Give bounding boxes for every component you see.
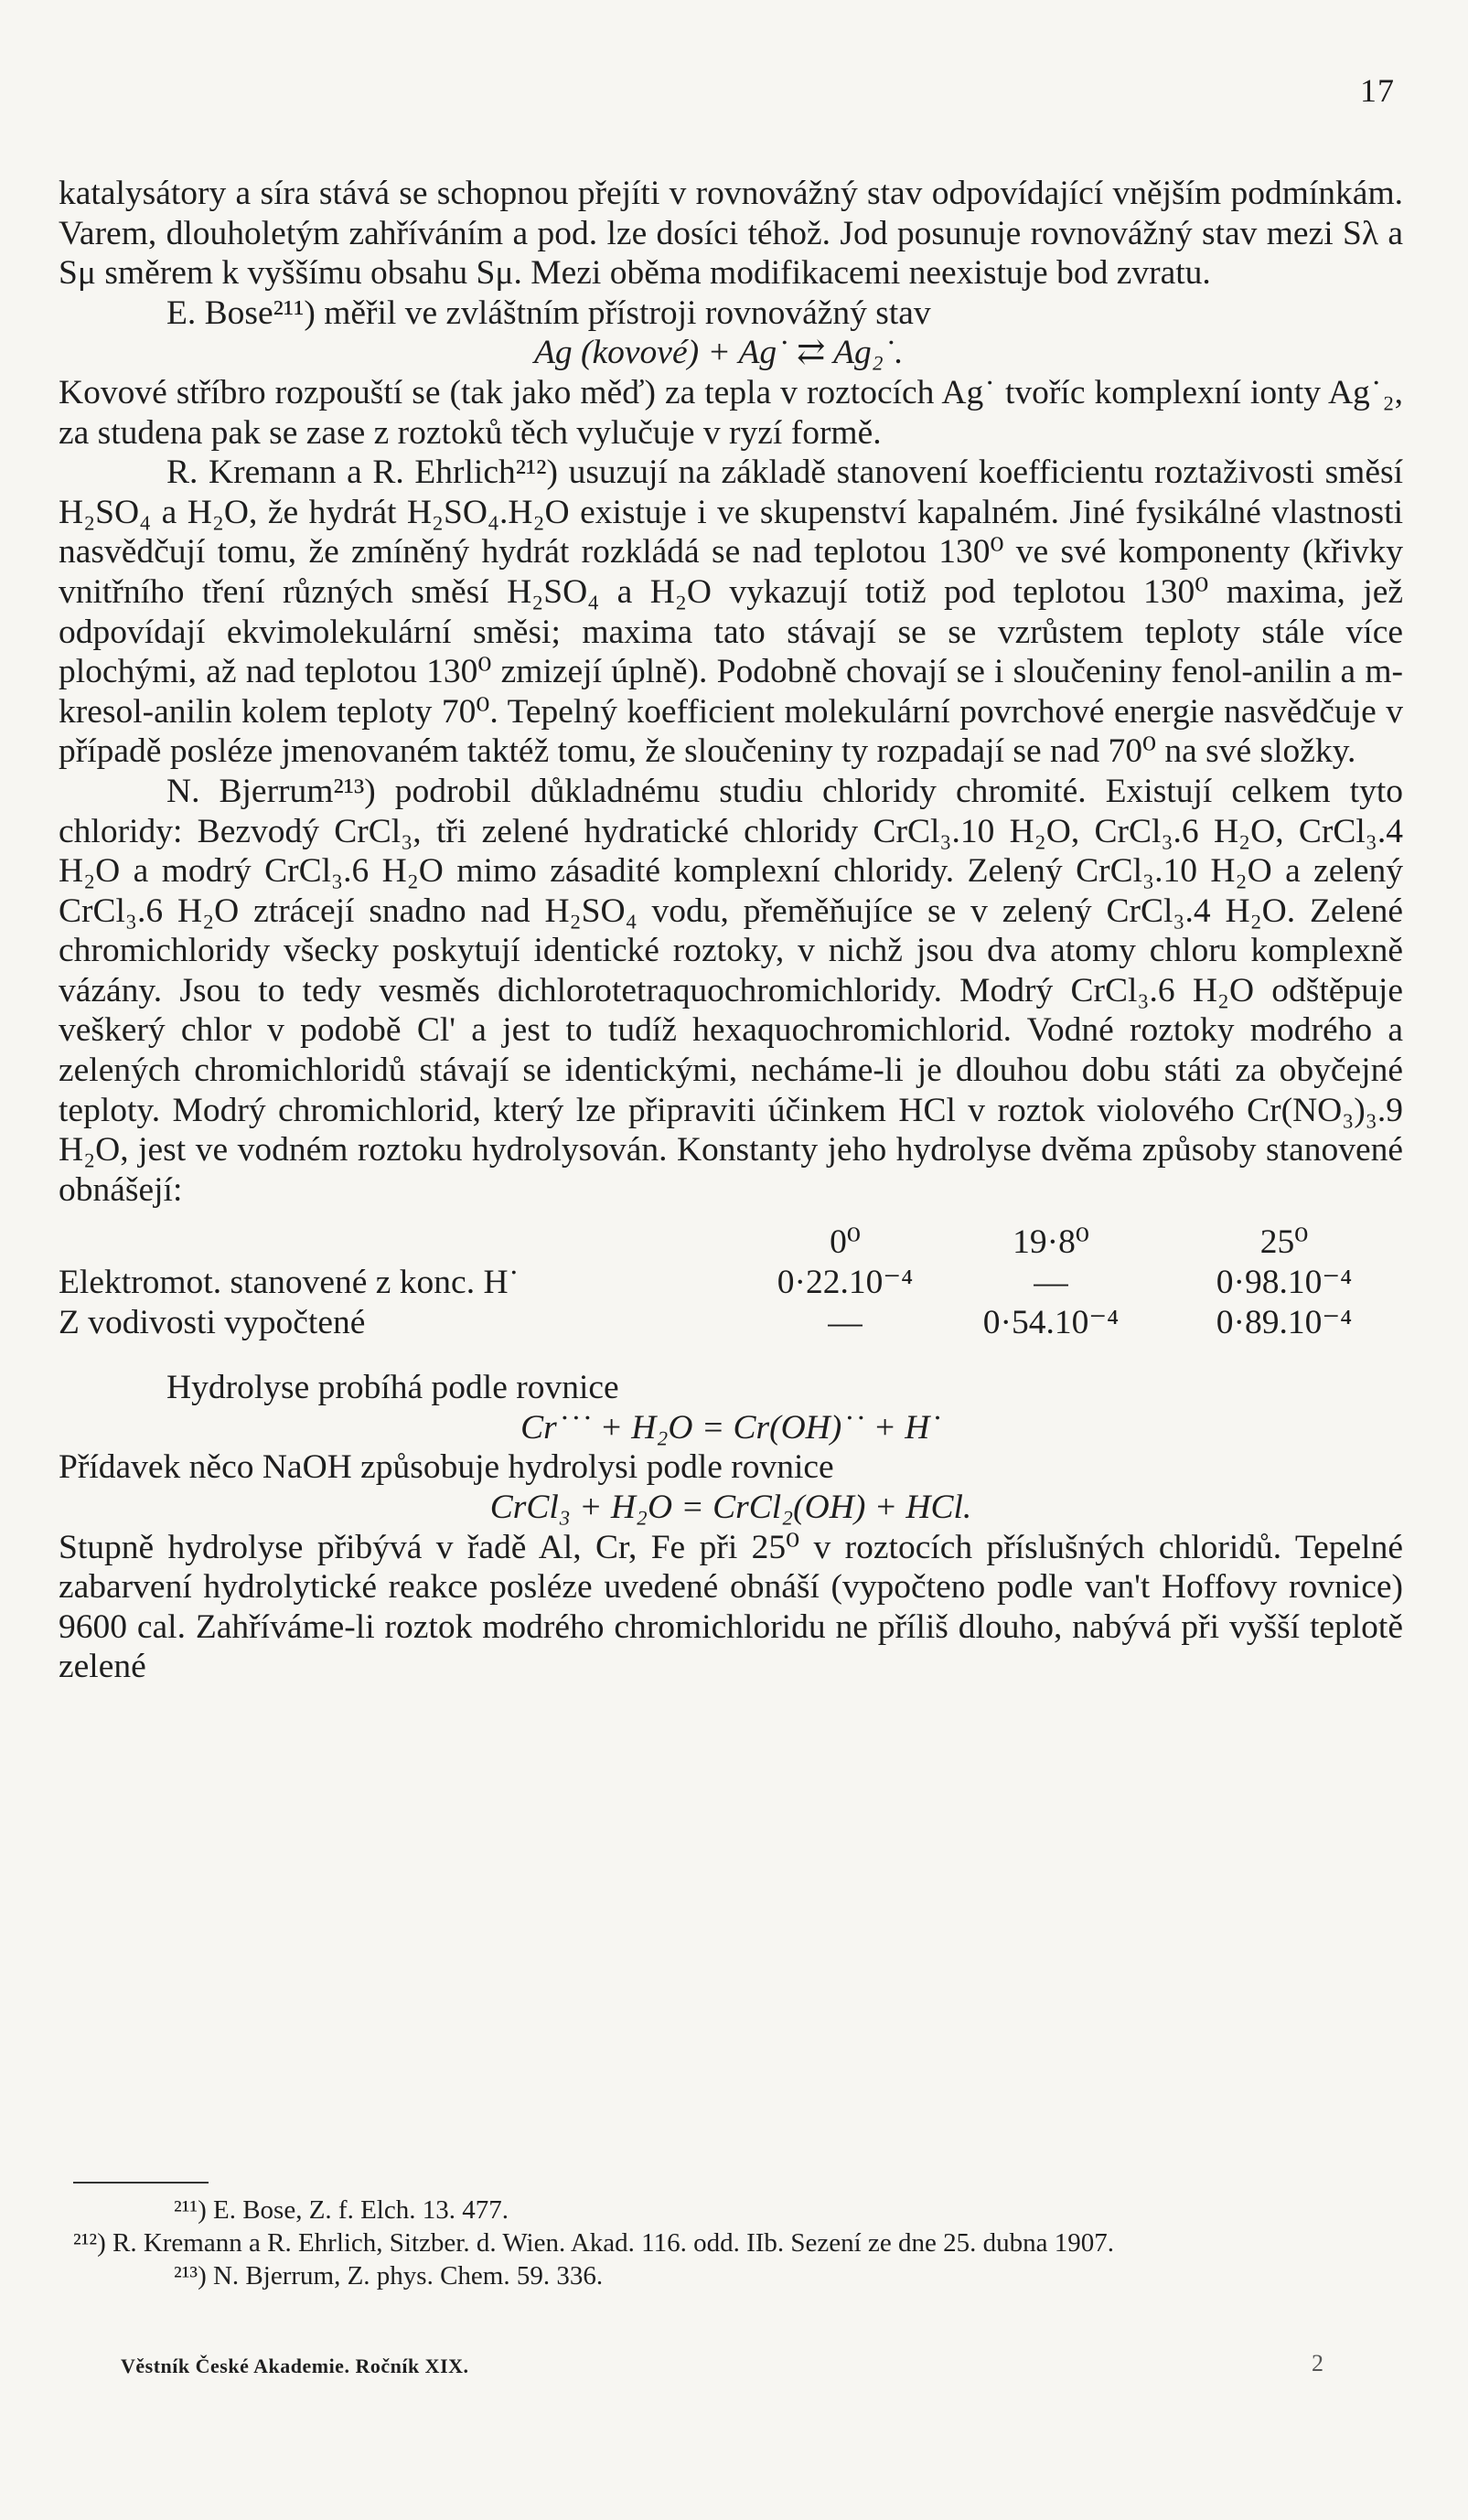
paragraph-1: katalysátory a síra stává se schopnou přejíti v rovnovážný stav odpovídající vnějším podmínkám. Varem, dlouholetým zahříváním a pod. lze dosíci téhož. Jod posunuje rovnovážný stav mezi Sλ a Sμ směrem k vyššímu obsahu Sμ. Mezi oběma modifikacemi neexistuje bod zvratu. — [59, 175, 1403, 293]
page-number: 17 — [1360, 72, 1395, 109]
table-cell: — — [1034, 1264, 1068, 1302]
footnote-divider — [73, 2182, 209, 2184]
table-row — [59, 1263, 1403, 1303]
table-header-cell — [59, 1223, 754, 1263]
table-header-cell: 25⁰ — [1259, 1223, 1309, 1262]
equation-3: CrCl₃ + H₂O = CrCl₂(OH) + HCl. — [489, 1489, 972, 1526]
table-header-row — [59, 1223, 1403, 1263]
table-cell: Elektromot. stanovené z konc. H˙ — [59, 1264, 520, 1302]
paragraph-8: Stupně hydrolyse přibývá v řadě Al, Cr, Fe při 25⁰ v roztocích příslušných chloridů. Tepelné zabarvení hydrolytické reakce posléze uvedené obnáší (vypočteno podle van't Hoffovy rovnice) 9600 cal. Zahříváme-li roztok modrého chromichloridu ne příliš dlouho, nabývá při vyšší teplotě zelené — [59, 1528, 1403, 1686]
footnote-212: ²¹²) R. Kremann a R. Ehrlich, Sitzber. d. Wien. Akad. 116. odd. IIb. Sezení ze dne 25. dubna 1907. — [73, 2228, 1114, 2258]
paragraph-7: Přídavek něco NaOH způsobuje hydrolysi podle rovnice — [59, 1448, 834, 1487]
table-header-cell: 0⁰ — [830, 1223, 861, 1262]
table-cell: 0·22.10⁻⁴ — [777, 1264, 914, 1302]
body-text — [59, 174, 1403, 1687]
table-cell: 0·89.10⁻⁴ — [1216, 1303, 1353, 1341]
hydrolysis-constants-table — [59, 1223, 1403, 1342]
footnotes — [73, 2194, 1409, 2293]
paragraph-3: Kovové stříbro rozpouští se (tak jako měď) za tepla v roztocích Ag˙ tvoříc komplexní ionty Ag˙₂, za studena pak se zase z roztoků těch vylučuje v ryzí formě. — [59, 373, 1403, 452]
equation-1: Ag (kovové) + Ag˙ ⇄ Ag₂˙. — [534, 334, 904, 372]
equation-2: Cr˙˙˙ + H₂O = Cr(OH)˙˙ + H˙ — [520, 1408, 941, 1447]
table-cell: 0·98.10⁻⁴ — [1216, 1264, 1353, 1302]
table-cell: — — [828, 1303, 863, 1341]
table-cell: 0·54.10⁻⁴ — [982, 1303, 1120, 1341]
paragraph-5: N. Bjerrum²¹³) podrobil důkladnému studiu chloridy chromité. Existují celkem tyto chloridy: Bezvodý CrCl₃, tři zelené hydratické chloridy CrCl₃.10 H₂O, CrCl₃.6 H₂O, CrCl₃.4 H₂O a modrý CrCl₃.6 H₂O mimo zásadité komplexní chloridy. Zelený CrCl₃.10 H₂O a zelený CrCl₃.6 H₂O ztrácejí snadno nad H₂SO₄ vodu, přeměňujíce se v zelený CrCl₃.4 H₂O. Zelené chromichloridy všecky poskytují identické roztoky, v nichž jsou dva atomy chloru komplexně vázány. Jsou to tedy vesměs dichlorotetraquochromichloridy. Modrý CrCl₃.6 H₂O odštěpuje veškerý chlor v podobě Cl' a jest to tudíž hexaquochromichlorid. Vodné roztoky modrého a zelených chromichloridů stávají se identickými, necháme-li je dlouhou dobu státi za obyčejné teploty. Modrý chromichlorid, který lze připraviti účinkem HCl v roztok violového Cr(NO₃)₃.9 H₂O, jest ve vodném roztoku hydrolysován. Konstanty jeho hydrolyse dvěma způsoby stanovené obnášejí: — [59, 772, 1403, 1209]
paragraph-2: E. Bose²¹¹) měřil ve zvláštním přístroji rovnovážný stav — [166, 294, 931, 332]
table-cell: Z vodivosti vypočtené — [59, 1303, 366, 1341]
footnote-211: ²¹¹) E. Bose, Z. f. Elch. 13. 477. — [174, 2195, 509, 2225]
journal-footer: Věstník České Akademie. Ročník XIX. — [121, 2354, 469, 2377]
footnote-213: ²¹³) N. Bjerrum, Z. phys. Chem. 59. 336. — [174, 2261, 604, 2290]
printer-signature: 2 — [1312, 2350, 1323, 2376]
paragraph-4: R. Kremann a R. Ehrlich²¹²) usuzují na základě stanovení koefficientu roztaživosti směsí H₂SO₄ a H₂O, že hydrát H₂SO₄.H₂O existuje i ve skupenství kapalném. Jiné fysikálné vlastnosti nasvědčují tomu, že zmíněný hydrát rozkládá se nad teplotou 130⁰ ve své komponenty (křivky vnitřního tření různých směsí H₂SO₄ a H₂O vykazují totiž pod teplotou 130⁰ maxima, jež odpovídají ekvimolekulární směsi; maxima tato stávají se se vzrůstem teploty stále více plochými, až nad teplotou 130⁰ zmizejí úplně). Podobně chovají se i sloučeniny fenol-anilin a m-kresol-anilin kolem teploty 70⁰. Tepelný koefficient molekulární povrchové energie nasvědčuje v případě posléze jmenovaném taktéž tomu, že sloučeniny ty rozpadají se nad 70⁰ na své složky. — [59, 454, 1403, 771]
paragraph-6: Hydrolyse probíhá podle rovnice — [166, 1369, 619, 1407]
table-row — [59, 1303, 1403, 1343]
table-header-cell: 19·8⁰ — [1013, 1223, 1089, 1262]
